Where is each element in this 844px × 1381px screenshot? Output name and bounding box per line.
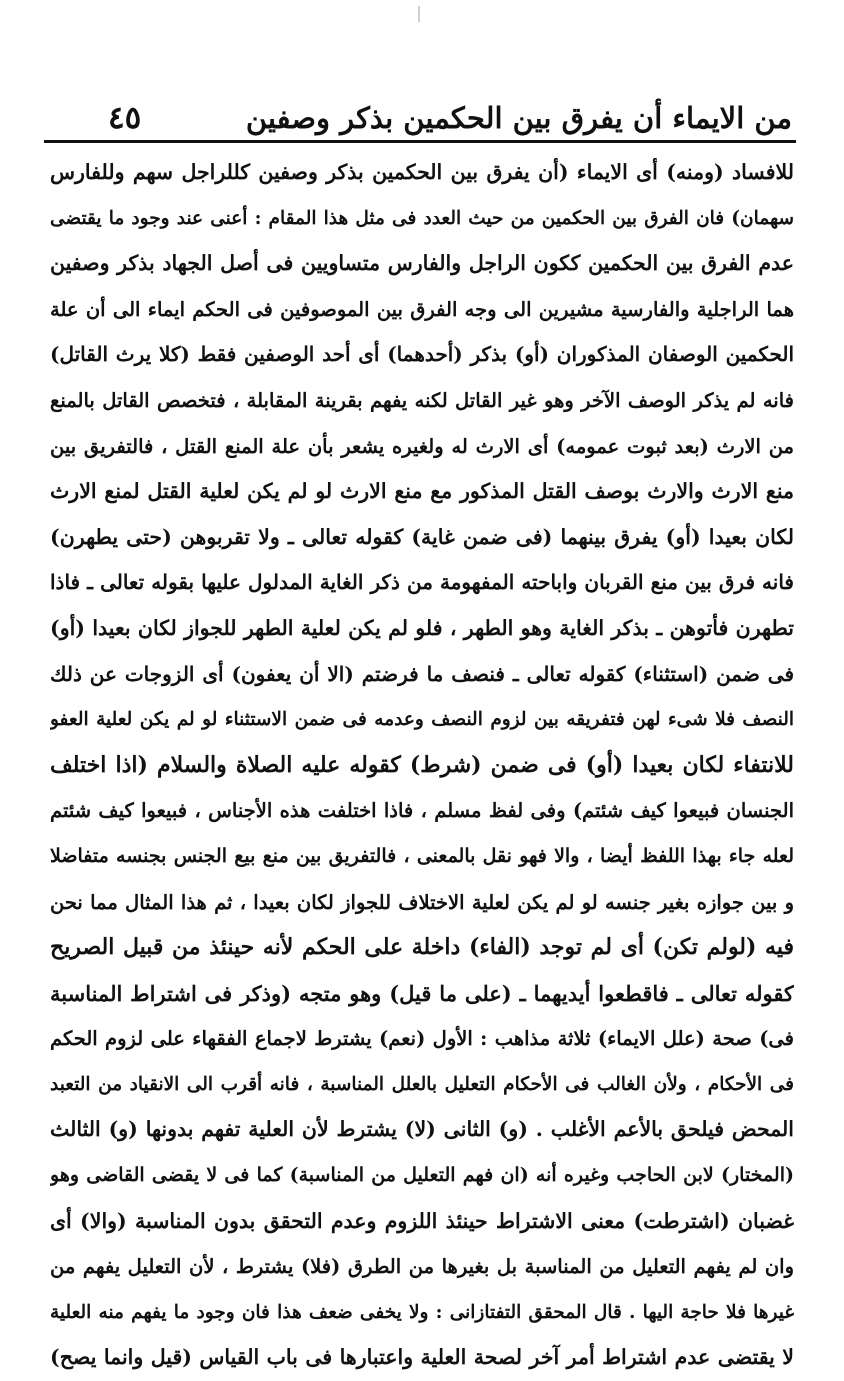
text-line: للافساد (ومنه) أى الايماء (أن يفرق بين الحكمين بذكر وصفين كللراجل سهم وللفارس <box>50 160 794 184</box>
text-line: سهمان) فان الفرق بين الحكمين من حيث العدد فى مثل هذا المقام : أعنى عند وجود ما يقتضى <box>50 207 794 229</box>
text-line: الجنسان فبيعوا كيف شئتم) وفى لفظ مسلم ، فاذا اختلفت هذه الأجناس ، فبيعوا كيف شئتم <box>50 799 794 823</box>
text-line: للانتفاء لكان بعيدا (أو) فى ضمن (شرط) كقوله عليه الصلاة والسلام (اذا اختلف <box>50 751 794 778</box>
text-line: وان لم يفهم التعليل من المناسبة بل بغيرها من الطرق (فلا) يشترط ، لأن التعليل يفهم من <box>50 1255 794 1279</box>
text-line: غيرها فلا حاجة اليها . قال المحقق التفتازانى : ولا يخفى ضعف هذا فان وجود ما يفهم منه العلية <box>50 1301 794 1323</box>
text-line: منع الارث والارث بوصف القتل المذكور مع منع الارث لو لم يكن لعلية القتل لمنع الارث <box>50 479 794 504</box>
text-line: النصف فلا شىء لهن فتفريقه بين لزوم النصف وعدمه فى ضمن الاستثناء لو لم يكن لعلية العفو <box>50 709 794 731</box>
text-line: كقوله تعالى ـ فاقطعوا أيديهما ـ (على ما قيل) وهو متجه (وذكر فى اشتراط المناسبة <box>50 980 794 1006</box>
running-header <box>52 98 792 138</box>
header-rule <box>44 140 796 143</box>
text-line: (المختار) لابن الحاجب وغيره أنه (ان فهم التعليل من المناسبة) كما فى لا يقضى القاضى وهو <box>50 1164 794 1187</box>
scan-edge-mark <box>418 6 420 22</box>
text-line: من الارث (بعد ثبوت عمومه) أى الارث له ولغيره يشعر بأن علة المنع القتل ، فالتفريق بين <box>50 434 794 458</box>
text-line: فى ضمن (استثناء) كقوله تعالى ـ فنصف ما فرضتم (الا أن يعفون) أى الزوجات عن ذلك <box>50 661 794 686</box>
text-line: لعله جاء بهذا اللفظ أيضا ، والا فهو نقل بالمعنى ، فالتفريق بين منع بيع الجنس بجنسه متفاضلا <box>50 844 794 867</box>
text-line: تطهرن فأتوهن ـ بذكر الغاية وهو الطهر ، فلو لم يكن لعلية الطهر للجواز لكان بعيدا (أو) <box>50 615 794 640</box>
text-line: فى) صحة (علل الايماء) ثلاثة مذاهب : الأول (نعم) يشترط لاجماع الفقهاء على لزوم الحكم <box>50 1027 794 1051</box>
text-line: فانه فرق بين منع القربان واباحته المفهومة من ذكر الغاية المدلول عليها بقوله تعالى ـ فاذا <box>50 570 794 595</box>
text-line: الحكمين الوصفان المذكوران (أو) بذكر (أحدهما) أى أحد الوصفين فقط (كلا يرث القاتل) <box>50 342 794 367</box>
text-line: فانه لم يذكر الوصف الآخر وهو غير القاتل لكنه يفهم بقرينة المقابلة ، فتخصص القاتل بالمنع <box>50 388 794 412</box>
text-line: غضبان (اشترطت) معنى الاشتراط حينئذ اللزوم وعدم التحقق بدون المناسبة (والا) أى <box>50 1208 794 1233</box>
text-line: هما الراجلية والفارسية مشيرين الى وجه الفرق بين الموصوفين فى الحكم ايماء الى أن علة <box>50 297 794 321</box>
body-text <box>50 150 794 1381</box>
text-line: فى الأحكام ، ولأن الغالب فى الأحكام التعليل بالعلل المناسبة ، فانه أقرب الى الانقياد من التعبد <box>50 1073 794 1095</box>
text-line: و بين جوازه بغير جنسه لو لم يكن لعلية الاختلاف للجواز لكان بعيدا ، ثم هذا المثال مما نحن <box>50 890 794 914</box>
running-title: من الايماء أن يفرق بين الحكمين بذكر وصفين <box>245 101 792 135</box>
text-line: لكان بعيدا (أو) يفرق بينهما (فى ضمن غاية) كقوله تعالى ـ ولا تقربوهن (حتى يطهرن) <box>50 524 794 549</box>
text-line: المحض فيلحق بالأعم الأغلب . (و) الثانى (لا) يشترط لأن العلية تفهم بدونها (و) الثالث <box>50 1117 794 1142</box>
page-number: ٤٥ <box>108 100 142 136</box>
text-line: فيه (لولم تكن) أى لم توجد (الفاء) داخلة على الحكم لأنه حينئذ من قبيل الصريح <box>50 934 794 961</box>
text-line: لا يقتضى عدم اشتراط أمر آخر لصحة العلية واعتبارها فى باب القياس (قيل وانما يصح) <box>50 1345 794 1370</box>
text-line: عدم الفرق بين الحكمين ككون الراجل والفارس متساويين فى أصل الجهاد بذكر وصفين <box>50 251 794 276</box>
